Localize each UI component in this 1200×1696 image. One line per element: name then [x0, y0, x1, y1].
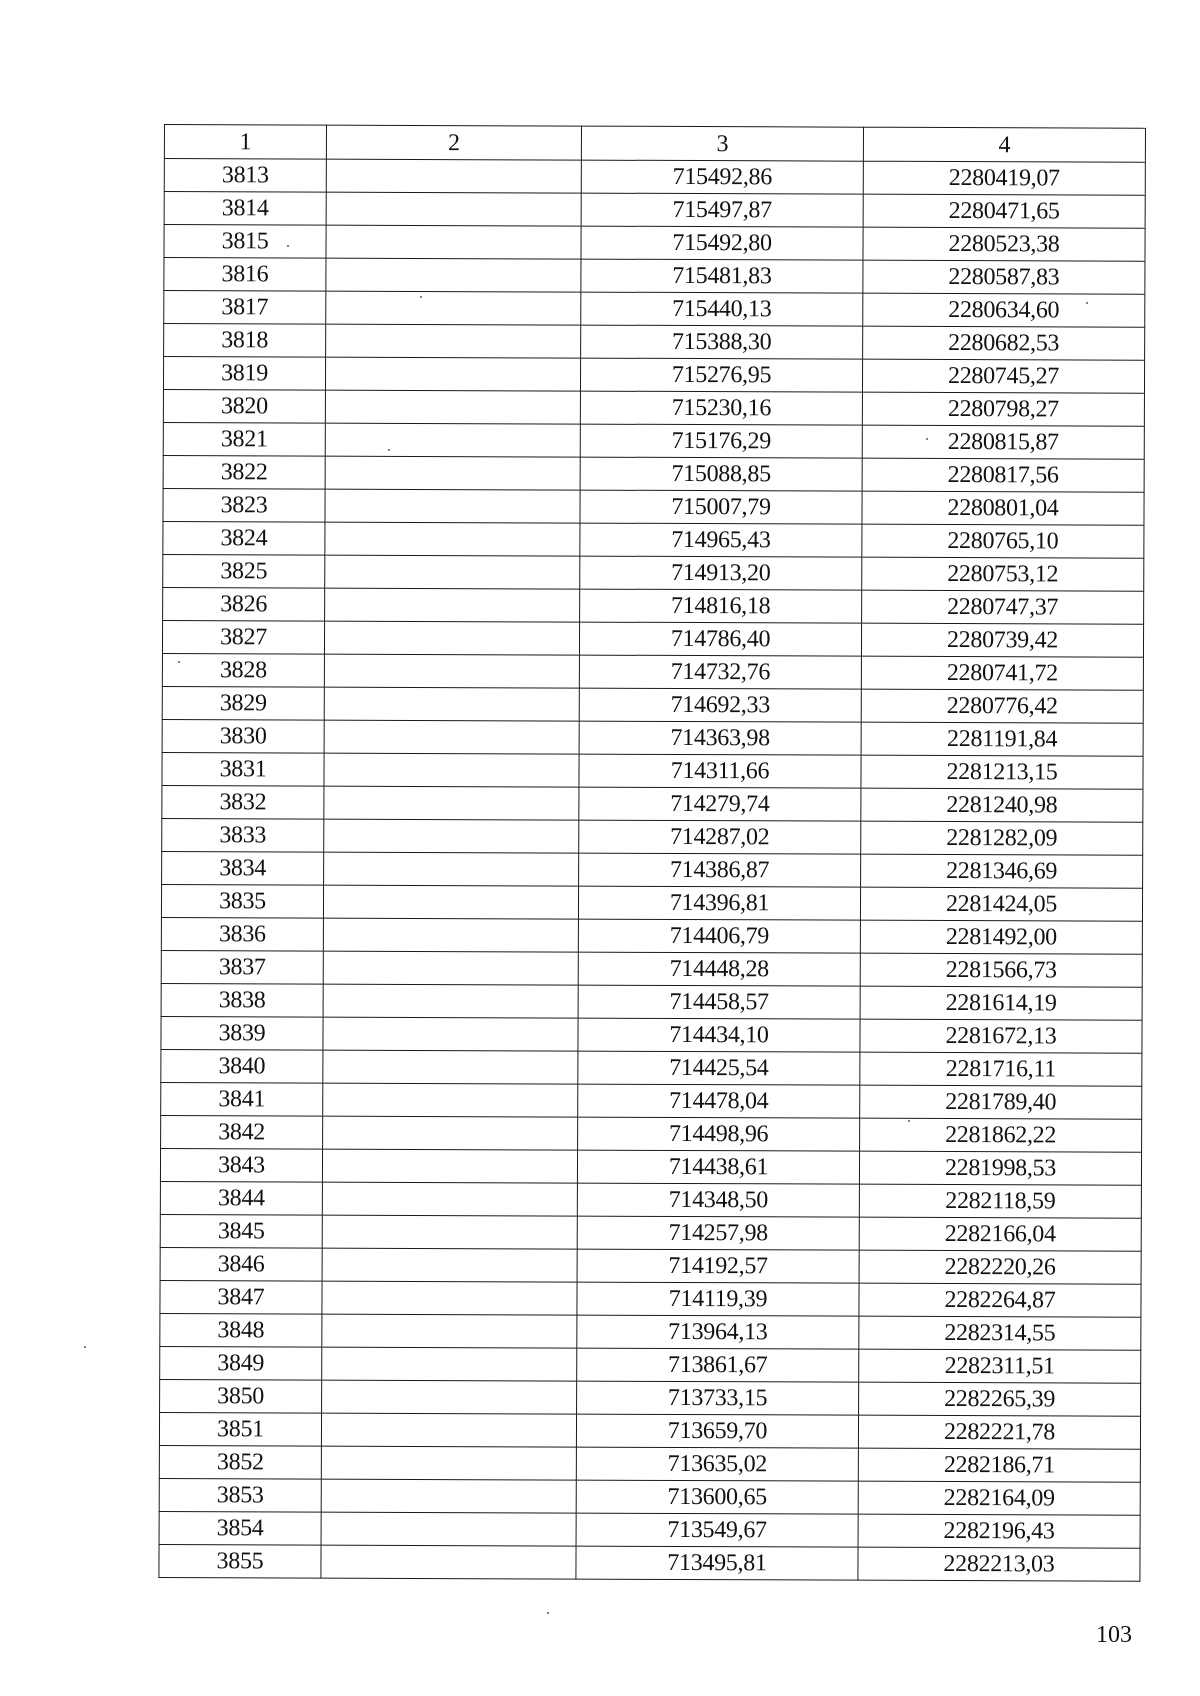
- table-row: [159, 1445, 1140, 1482]
- x-coordinate-cell: 715388,30: [581, 325, 863, 359]
- table-row: [162, 686, 1143, 723]
- x-coordinate-cell: 714692,33: [579, 688, 861, 722]
- x-coordinate-cell: 715088,85: [580, 457, 862, 491]
- table-row: [161, 1082, 1142, 1119]
- y-coordinate-cell: 2282264,87: [859, 1283, 1141, 1317]
- point-number-cell: 3820: [163, 389, 325, 423]
- x-coordinate-cell: 714363,98: [579, 721, 861, 755]
- y-coordinate-cell: 2280682,53: [863, 326, 1145, 360]
- empty-cell: [322, 1380, 577, 1414]
- point-number-cell: 3845: [160, 1214, 322, 1248]
- y-coordinate-cell: 2282213,03: [858, 1547, 1140, 1581]
- point-number-cell: 3815: [164, 225, 326, 259]
- table-row: [163, 422, 1144, 459]
- y-coordinate-cell: 2280815,87: [862, 425, 1144, 459]
- empty-cell: [326, 225, 581, 259]
- y-coordinate-cell: 2281346,69: [861, 854, 1143, 888]
- y-coordinate-cell: 2282314,55: [859, 1316, 1141, 1350]
- empty-cell: [321, 1446, 576, 1480]
- point-number-cell: 3837: [161, 950, 323, 984]
- empty-cell: [321, 1545, 576, 1579]
- point-number-cell: 3827: [162, 620, 324, 654]
- x-coordinate-cell: 714287,02: [579, 820, 861, 854]
- table-row: [162, 818, 1143, 855]
- x-coordinate-cell: 715230,16: [580, 391, 862, 425]
- y-coordinate-cell: 2281282,09: [861, 821, 1143, 855]
- point-number-cell: 3842: [161, 1115, 323, 1149]
- point-number-cell: 3836: [161, 917, 323, 951]
- empty-cell: [322, 1347, 577, 1381]
- x-coordinate-cell: 715007,79: [580, 490, 862, 524]
- empty-cell: [322, 1149, 577, 1183]
- empty-cell: [325, 522, 580, 556]
- point-number-cell: 3832: [162, 785, 324, 819]
- empty-cell: [323, 1083, 578, 1117]
- table-row: [162, 752, 1143, 789]
- empty-cell: [326, 258, 581, 292]
- y-coordinate-cell: 2281614,19: [860, 986, 1142, 1020]
- header-row: [164, 125, 1145, 163]
- table-row: [163, 587, 1144, 624]
- point-number-cell: 3853: [159, 1478, 321, 1512]
- y-coordinate-cell: 2280634,60: [863, 293, 1145, 327]
- empty-cell: [321, 1413, 576, 1447]
- y-coordinate-cell: 2280739,42: [861, 623, 1143, 657]
- empty-cell: [325, 390, 580, 424]
- y-coordinate-cell: 2281789,40: [860, 1085, 1142, 1119]
- x-coordinate-cell: 713600,65: [576, 1480, 858, 1514]
- x-coordinate-cell: 714478,04: [578, 1084, 860, 1118]
- point-number-cell: 3826: [163, 587, 325, 621]
- x-coordinate-cell: 714311,66: [579, 754, 861, 788]
- y-coordinate-cell: 2282311,51: [859, 1349, 1141, 1383]
- empty-cell: [322, 1281, 577, 1315]
- y-coordinate-cell: 2282164,09: [858, 1481, 1140, 1515]
- table-row: [160, 1280, 1141, 1317]
- y-coordinate-cell: 2282118,59: [859, 1184, 1141, 1218]
- empty-cell: [323, 951, 578, 985]
- empty-cell: [324, 819, 579, 853]
- y-coordinate-cell: 2280765,10: [862, 524, 1144, 558]
- column-header-4: 4: [863, 127, 1145, 162]
- empty-cell: [325, 588, 580, 622]
- y-coordinate-cell: 2282221,78: [858, 1415, 1140, 1449]
- table-row: [159, 1412, 1140, 1449]
- x-coordinate-cell: 715440,13: [581, 292, 863, 326]
- point-number-cell: 3844: [160, 1181, 322, 1215]
- y-coordinate-cell: 2280798,27: [862, 392, 1144, 426]
- table-row: [162, 851, 1143, 888]
- empty-cell: [324, 687, 579, 721]
- empty-cell: [323, 1050, 578, 1084]
- empty-cell: [323, 1017, 578, 1051]
- x-coordinate-cell: 715176,29: [580, 424, 862, 458]
- y-coordinate-cell: 2282196,43: [858, 1514, 1140, 1548]
- point-number-cell: 3818: [164, 324, 326, 358]
- x-coordinate-cell: 714965,43: [580, 523, 862, 557]
- table-row: [163, 521, 1144, 558]
- point-number-cell: 3823: [163, 488, 325, 522]
- table-header: [164, 125, 1145, 163]
- empty-cell: [324, 654, 579, 688]
- table-row: [164, 324, 1145, 361]
- x-coordinate-cell: 714425,54: [578, 1051, 860, 1085]
- point-number-cell: 3819: [163, 357, 325, 391]
- empty-cell: [324, 786, 579, 820]
- point-number-cell: 3834: [162, 851, 324, 885]
- scan-speck: [547, 1612, 549, 1614]
- x-coordinate-cell: 713659,70: [576, 1414, 858, 1448]
- x-coordinate-cell: 714438,61: [577, 1150, 859, 1184]
- x-coordinate-cell: 714732,76: [579, 655, 861, 689]
- empty-cell: [323, 984, 578, 1018]
- y-coordinate-cell: 2280587,83: [863, 260, 1145, 294]
- x-coordinate-cell: 714448,28: [578, 952, 860, 986]
- table-row: [160, 1148, 1141, 1185]
- table-row: [164, 192, 1145, 229]
- empty-cell: [321, 1512, 576, 1546]
- table-row: [163, 488, 1144, 525]
- point-number-cell: 3850: [160, 1379, 322, 1413]
- empty-cell: [326, 159, 581, 193]
- point-number-cell: 3839: [161, 1016, 323, 1050]
- x-coordinate-cell: 714119,39: [577, 1282, 859, 1316]
- y-coordinate-cell: 2281240,98: [861, 788, 1143, 822]
- x-coordinate-cell: 714348,50: [577, 1183, 859, 1217]
- table-row: [161, 917, 1142, 954]
- y-coordinate-cell: 2280741,72: [861, 656, 1143, 690]
- y-coordinate-cell: 2282220,26: [859, 1250, 1141, 1284]
- y-coordinate-cell: 2281862,22: [860, 1118, 1142, 1152]
- table-row: [160, 1214, 1141, 1251]
- x-coordinate-cell: 714396,81: [578, 886, 860, 920]
- y-coordinate-cell: 2282265,39: [859, 1382, 1141, 1416]
- x-coordinate-cell: 714434,10: [578, 1018, 860, 1052]
- point-number-cell: 3841: [161, 1082, 323, 1116]
- empty-cell: [325, 357, 580, 391]
- table-row: [163, 554, 1144, 591]
- point-number-cell: 3848: [160, 1313, 322, 1347]
- x-coordinate-cell: 714816,18: [580, 589, 862, 623]
- scan-speck: [287, 245, 289, 247]
- scan-speck: [84, 1346, 86, 1348]
- y-coordinate-cell: 2280753,12: [862, 557, 1144, 591]
- point-number-cell: 3825: [163, 554, 325, 588]
- x-coordinate-cell: 715481,83: [581, 259, 863, 293]
- y-coordinate-cell: 2280745,27: [862, 359, 1144, 393]
- x-coordinate-cell: 714786,40: [579, 622, 861, 656]
- y-coordinate-cell: 2280747,37: [862, 590, 1144, 624]
- y-coordinate-cell: 2280419,07: [863, 161, 1145, 195]
- y-coordinate-cell: 2281424,05: [860, 887, 1142, 921]
- x-coordinate-cell: 713733,15: [577, 1381, 859, 1415]
- point-number-cell: 3830: [162, 719, 324, 753]
- y-coordinate-cell: 2280801,04: [862, 491, 1144, 525]
- table-row: [162, 620, 1143, 657]
- point-number-cell: 3838: [161, 983, 323, 1017]
- empty-cell: [323, 918, 578, 952]
- empty-cell: [326, 291, 581, 325]
- x-coordinate-cell: 715492,86: [581, 160, 863, 194]
- empty-cell: [322, 1314, 577, 1348]
- table-row: [159, 1544, 1140, 1581]
- y-coordinate-cell: 2281998,53: [859, 1151, 1141, 1185]
- x-coordinate-cell: 715276,95: [580, 358, 862, 392]
- table-row: [164, 159, 1145, 196]
- empty-cell: [321, 1479, 576, 1513]
- y-coordinate-cell: 2282166,04: [859, 1217, 1141, 1251]
- table-row: [160, 1247, 1141, 1284]
- point-number-cell: 3816: [164, 258, 326, 292]
- scan-speck: [178, 661, 180, 663]
- empty-cell: [322, 1215, 577, 1249]
- empty-cell: [323, 1116, 578, 1150]
- x-coordinate-cell: 714458,57: [578, 985, 860, 1019]
- scan-speck: [420, 296, 422, 298]
- point-number-cell: 3821: [163, 422, 325, 456]
- point-number-cell: 3829: [162, 686, 324, 720]
- y-coordinate-cell: 2280471,65: [863, 194, 1145, 228]
- point-number-cell: 3822: [163, 455, 325, 489]
- coordinates-table: [158, 124, 1146, 1582]
- empty-cell: [326, 192, 581, 226]
- table-row: [162, 719, 1143, 756]
- point-number-cell: 3854: [159, 1511, 321, 1545]
- x-coordinate-cell: 714406,79: [578, 919, 860, 953]
- point-number-cell: 3833: [162, 818, 324, 852]
- x-coordinate-cell: 715492,80: [581, 226, 863, 260]
- column-header-2: 2: [326, 125, 581, 160]
- x-coordinate-cell: 713549,67: [576, 1513, 858, 1547]
- table-row: [160, 1313, 1141, 1350]
- y-coordinate-cell: 2282186,71: [858, 1448, 1140, 1482]
- x-coordinate-cell: 713861,67: [577, 1348, 859, 1382]
- table-row: [160, 1379, 1141, 1416]
- table-row: [161, 1016, 1142, 1053]
- empty-cell: [324, 852, 579, 886]
- empty-cell: [326, 324, 581, 358]
- empty-cell: [325, 555, 580, 589]
- scan-speck: [926, 438, 928, 440]
- empty-cell: [322, 1182, 577, 1216]
- scan-speck: [388, 449, 390, 451]
- table-row: [161, 1115, 1142, 1152]
- x-coordinate-cell: 714913,20: [580, 556, 862, 590]
- y-coordinate-cell: 2281672,13: [860, 1019, 1142, 1053]
- y-coordinate-cell: 2280776,42: [861, 689, 1143, 723]
- table-row: [162, 785, 1143, 822]
- point-number-cell: 3814: [164, 192, 326, 226]
- point-number-cell: 3831: [162, 752, 324, 786]
- column-header-1: 1: [164, 125, 326, 160]
- point-number-cell: 3828: [162, 653, 324, 687]
- y-coordinate-cell: 2281213,15: [861, 755, 1143, 789]
- x-coordinate-cell: 714192,57: [577, 1249, 859, 1283]
- table-row: [161, 950, 1142, 987]
- y-coordinate-cell: 2281492,00: [860, 920, 1142, 954]
- empty-cell: [325, 423, 580, 457]
- column-header-3: 3: [581, 126, 863, 161]
- table-row: [164, 225, 1145, 262]
- empty-cell: [325, 489, 580, 523]
- point-number-cell: 3852: [159, 1445, 321, 1479]
- point-number-cell: 3813: [164, 159, 326, 193]
- table-row: [163, 389, 1144, 426]
- point-number-cell: 3846: [160, 1247, 322, 1281]
- point-number-cell: 3851: [159, 1412, 321, 1446]
- x-coordinate-cell: 714279,74: [579, 787, 861, 821]
- x-coordinate-cell: 713964,13: [577, 1315, 859, 1349]
- table-row: [161, 983, 1142, 1020]
- table-row: [159, 1478, 1140, 1515]
- y-coordinate-cell: 2281191,84: [861, 722, 1143, 756]
- table-row: [164, 291, 1145, 328]
- point-number-cell: 3835: [161, 884, 323, 918]
- table-row: [163, 455, 1144, 492]
- point-number-cell: 3824: [163, 521, 325, 555]
- x-coordinate-cell: 713635,02: [576, 1447, 858, 1481]
- point-number-cell: 3847: [160, 1280, 322, 1314]
- table-row: [160, 1346, 1141, 1383]
- point-number-cell: 3855: [159, 1544, 321, 1578]
- x-coordinate-cell: 714257,98: [577, 1216, 859, 1250]
- empty-cell: [323, 885, 578, 919]
- table-row: [159, 1511, 1140, 1548]
- table-row: [164, 258, 1145, 295]
- empty-cell: [325, 456, 580, 490]
- table-row: [161, 884, 1142, 921]
- y-coordinate-cell: 2280817,56: [862, 458, 1144, 492]
- point-number-cell: 3840: [161, 1049, 323, 1083]
- table-body: [159, 159, 1145, 1582]
- x-coordinate-cell: 714386,87: [579, 853, 861, 887]
- y-coordinate-cell: 2281716,11: [860, 1052, 1142, 1086]
- empty-cell: [322, 1248, 577, 1282]
- table-row: [160, 1181, 1141, 1218]
- point-number-cell: 3843: [160, 1148, 322, 1182]
- x-coordinate-cell: 714498,96: [578, 1117, 860, 1151]
- point-number-cell: 3849: [160, 1346, 322, 1380]
- page-number: 103: [1096, 1622, 1132, 1648]
- table-row: [161, 1049, 1142, 1086]
- empty-cell: [324, 753, 579, 787]
- x-coordinate-cell: 713495,81: [576, 1546, 858, 1580]
- scan-speck: [1086, 302, 1088, 304]
- table-row: [162, 653, 1143, 690]
- empty-cell: [324, 720, 579, 754]
- scan-speck: [908, 1120, 910, 1122]
- y-coordinate-cell: 2280523,38: [863, 227, 1145, 261]
- empty-cell: [324, 621, 579, 655]
- point-number-cell: 3817: [164, 291, 326, 325]
- table-row: [163, 357, 1144, 394]
- x-coordinate-cell: 715497,87: [581, 193, 863, 227]
- y-coordinate-cell: 2281566,73: [860, 953, 1142, 987]
